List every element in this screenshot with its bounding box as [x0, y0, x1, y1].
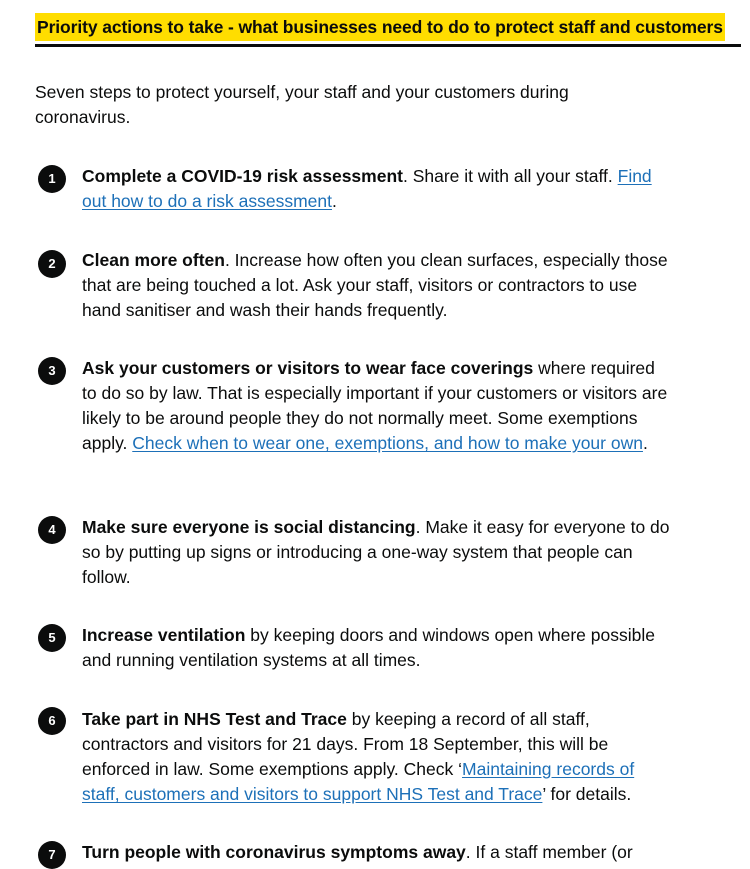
step-text	[82, 164, 672, 214]
step-title: Clean more often	[82, 250, 225, 270]
step-body-end: .	[331, 191, 337, 211]
step-body: by keeping doors and windows open where possible and running ventilation systems at all times.	[82, 625, 655, 670]
step-number-badge: 5	[38, 624, 66, 652]
step-body: by keeping a record of all staff, contractors and visitors for 21 days. From 18 September, this will be enforced in law. Some exemptions apply. Check ‘	[82, 709, 609, 779]
risk-assessment-link[interactable]: Find out how to do a risk assessment	[82, 166, 652, 211]
step-number-badge: 1	[38, 165, 66, 193]
step-text	[82, 623, 672, 673]
step-title: Make sure everyone is social distancing	[82, 517, 416, 537]
step-number-badge: 3	[38, 357, 66, 385]
heading-divider	[35, 44, 741, 47]
step-title: Complete a COVID-19 risk assessment	[82, 166, 403, 186]
step-body: . Share it with all your staff.	[402, 166, 618, 186]
step-text	[82, 707, 672, 807]
step-title: Ask your customers or visitors to wear face coverings	[82, 358, 534, 378]
step-number-badge: 2	[38, 250, 66, 278]
step-text	[82, 840, 672, 865]
step-number-badge: 6	[38, 707, 66, 735]
step-body: where required to do so by law. That is especially important if your customers or visitors are likely to be around people they do not normally meet. Some exemptions apply.	[82, 358, 668, 453]
nhs-test-and-trace-records-link[interactable]: Maintaining records of staff, customers and visitors to support NHS Test and Trace	[82, 759, 635, 804]
step-number-badge: 7	[38, 841, 66, 869]
step-body-end: .	[642, 433, 648, 453]
step-text	[82, 515, 672, 590]
intro-paragraph: Seven steps to protect yourself, your staff and your customers during coronavirus.	[35, 82, 569, 127]
section-heading: Priority actions to take - what businesses need to do to protect staff and customers	[35, 13, 725, 41]
step-number-badge: 4	[38, 516, 66, 544]
step-title: Increase ventilation	[82, 625, 246, 645]
step-body: . If a staff member (or	[465, 842, 633, 862]
step-text	[82, 356, 672, 456]
step-body: . Make it easy for everyone to do so by putting up signs or introducing a one-way system that people can follow.	[82, 517, 670, 587]
step-title: Take part in NHS Test and Trace	[82, 709, 347, 729]
step-text	[82, 248, 672, 323]
step-body-end: ’ for details.	[542, 784, 632, 804]
step-body: . Increase how often you clean surfaces, especially those that are being touched a lot. Ask your staff, visitors or contractors to use hand sanitiser and wash their hands frequently.	[82, 250, 668, 320]
section-heading-block	[35, 13, 741, 47]
step-title: Turn people with coronavirus symptoms away	[82, 842, 466, 862]
face-coverings-link[interactable]: Check when to wear one, exemptions, and how to make your own	[132, 433, 643, 453]
